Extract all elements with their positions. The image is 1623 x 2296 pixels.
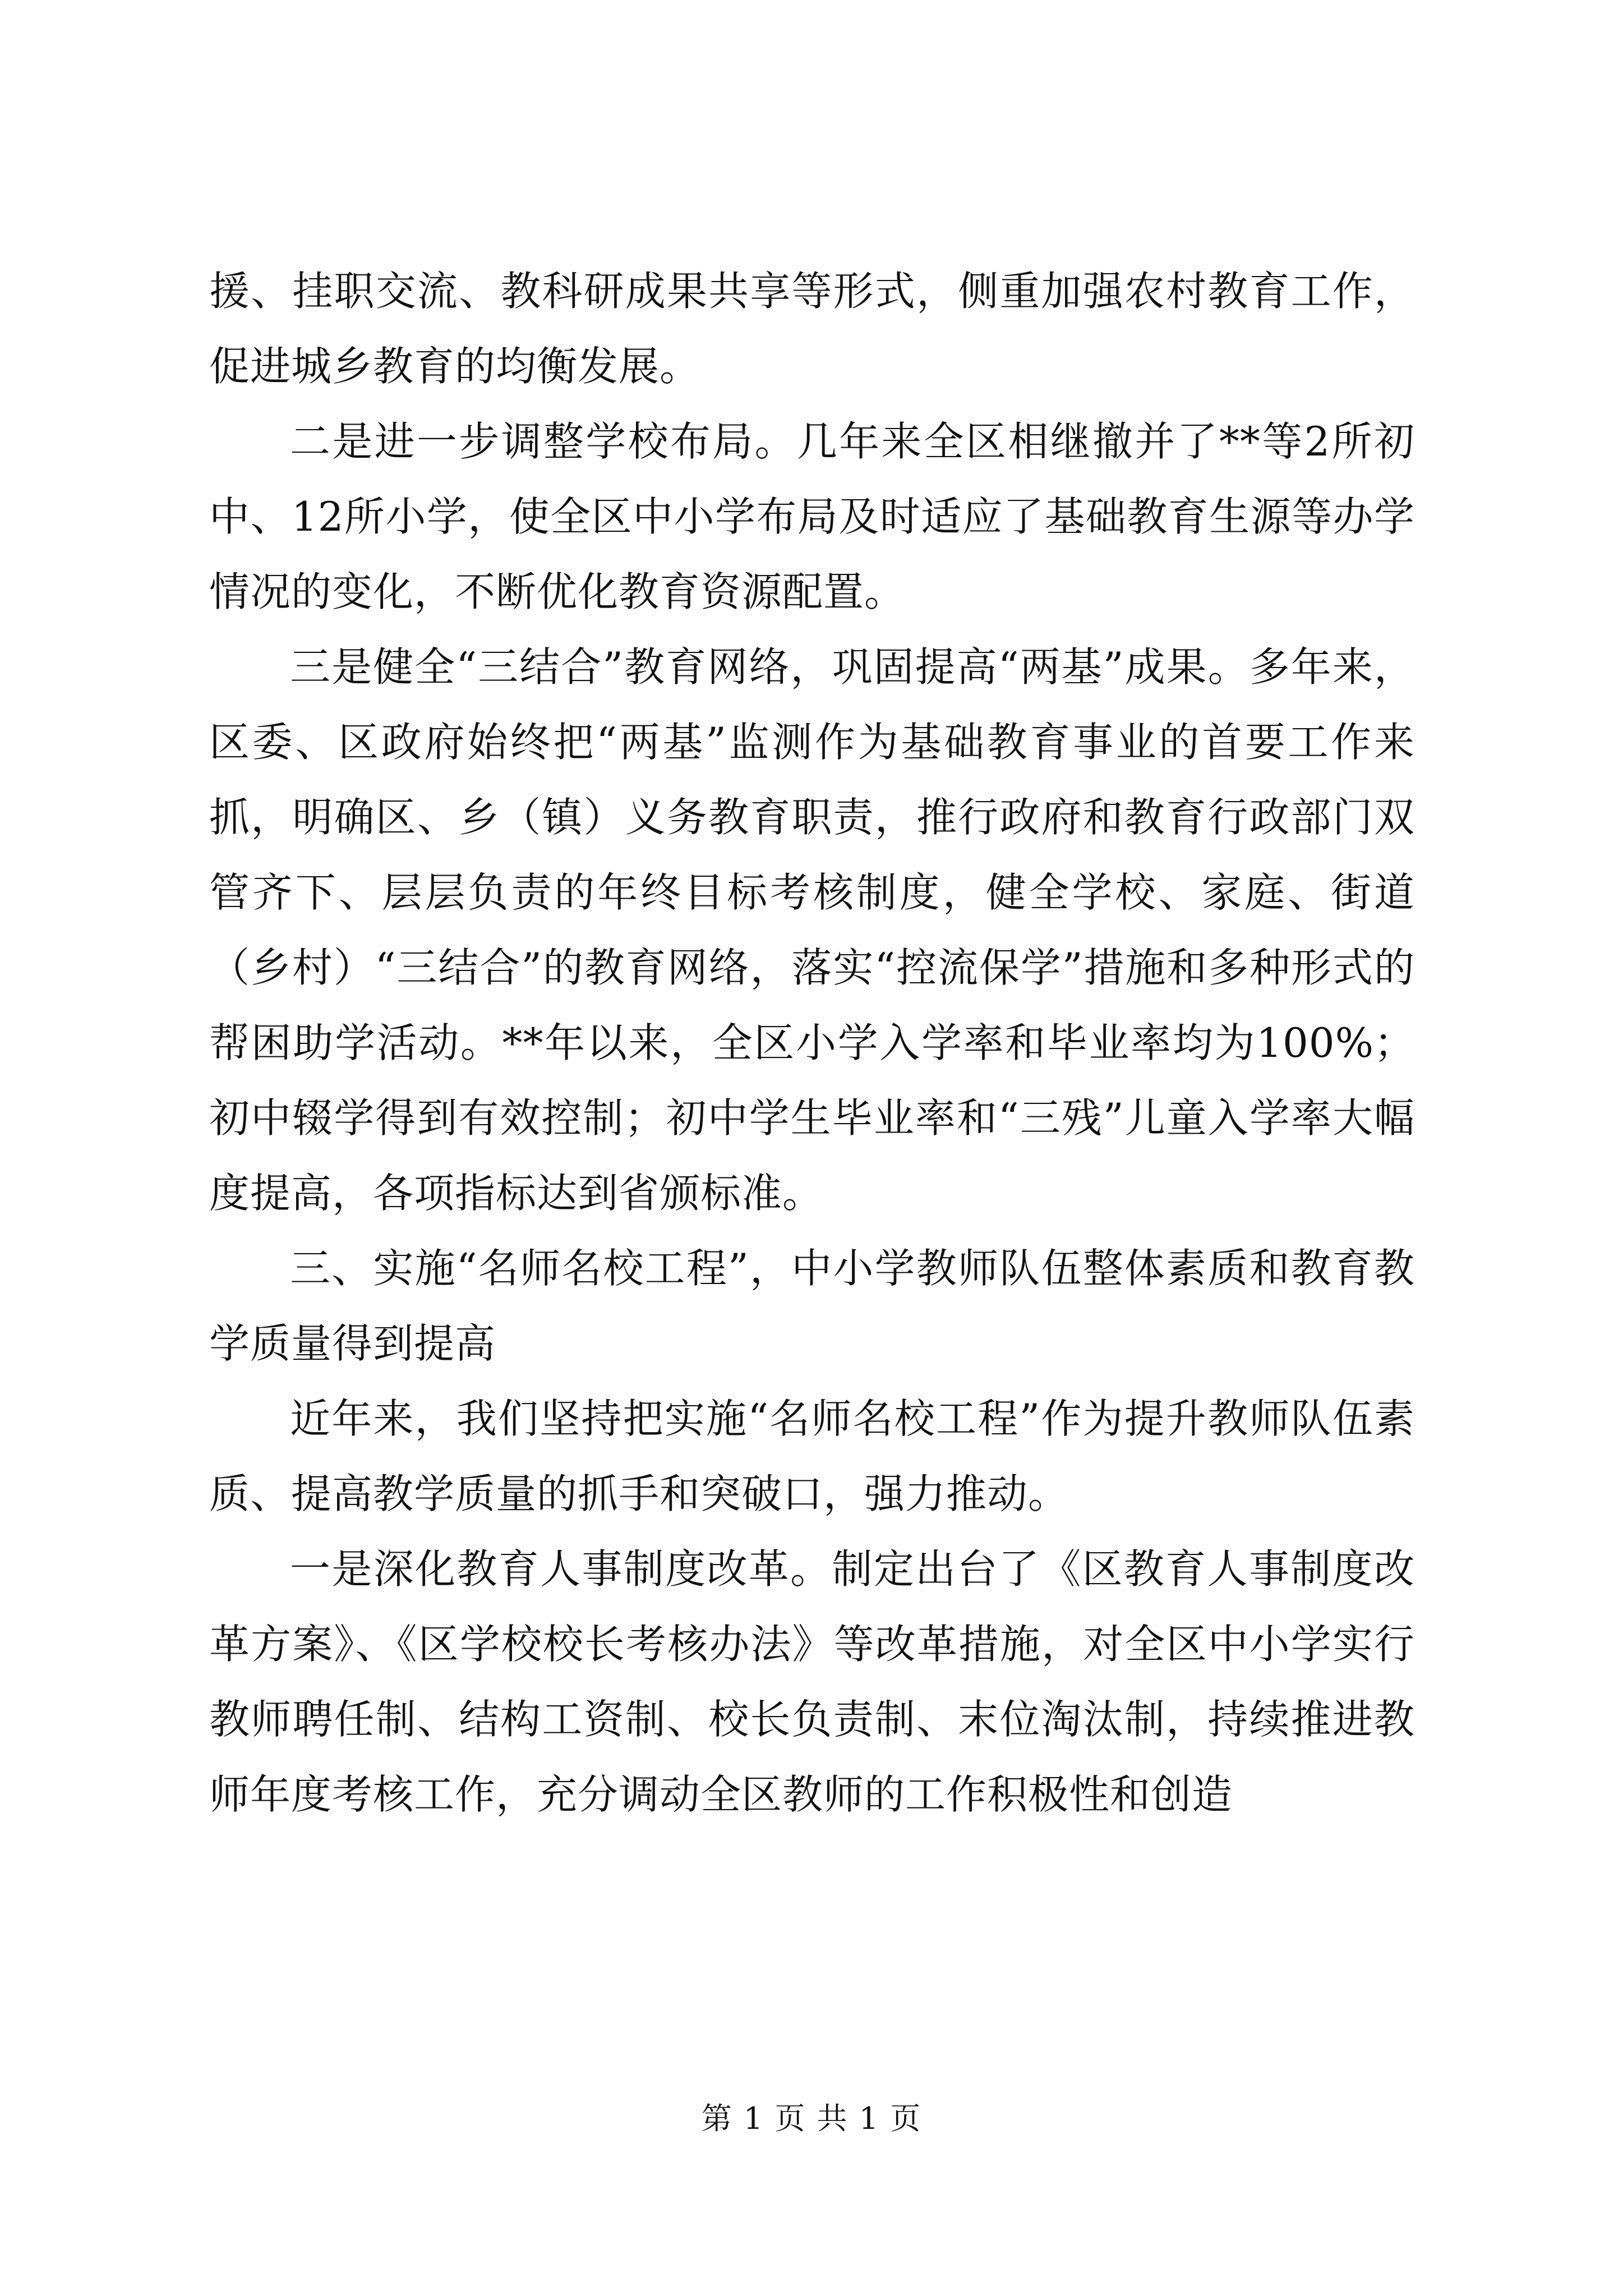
paragraph-school-layout: 二是进一步调整学校布局。几年来全区相继撤并了**等2所初中、12所小学，使全区中小学布局及时适应了基础教育生源等办学情况的变化，不断优化教育资源配置。: [209, 418, 1415, 615]
paragraph-recent-years: 近年来，我们坚持把实施“名师名校工程”作为提升教师队伍素质、提高教学质量的抓手和突破口，强力推动。: [209, 1395, 1415, 1517]
paragraph-education-network: 三是健全“三结合”教育网络，巩固提高“两基”成果。多年来，区委、区政府始终把“两基”监测作为基础教育事业的首要工作来抓，明确区、乡（镇）义务教育职责，推行政府和教育行政部门双管齐下、层层负责的年终目标考核制度，健全学校、家庭、街道（乡村）“三结合”的教育网络，落实“控流保学”措施和多种形式的帮困助学活动。**年以来，全区小学入学率和毕业率均为100%；初中辍学得到有效控制；初中学生毕业率和“三残”儿童入学率大幅度提高，各项指标达到省颁标准。: [209, 643, 1415, 1217]
paragraph-personnel-reform: 一是深化教育人事制度改革。制定出台了《区教育人事制度改革方案》、《区学校校长考核办法》等改革措施，对全区中小学实行教师聘任制、结构工资制、校长负责制、末位淘汰制，持续推进教师年度考核工作，充分调动全区教师的工作积极性和创造: [209, 1545, 1415, 1818]
page-number-footer: 第 1 页 共 1 页: [701, 2101, 922, 2136]
section-heading-famous-teacher: 三、实施“名师名校工程”，中小学教师队伍整体素质和教育教学质量得到提高: [209, 1245, 1415, 1367]
document-body: [209, 254, 1415, 1832]
paragraph-continuation: 援、挂职交流、教科研成果共享等形式，侧重加强农村教育工作，促进城乡教育的均衡发展。: [209, 268, 1415, 390]
